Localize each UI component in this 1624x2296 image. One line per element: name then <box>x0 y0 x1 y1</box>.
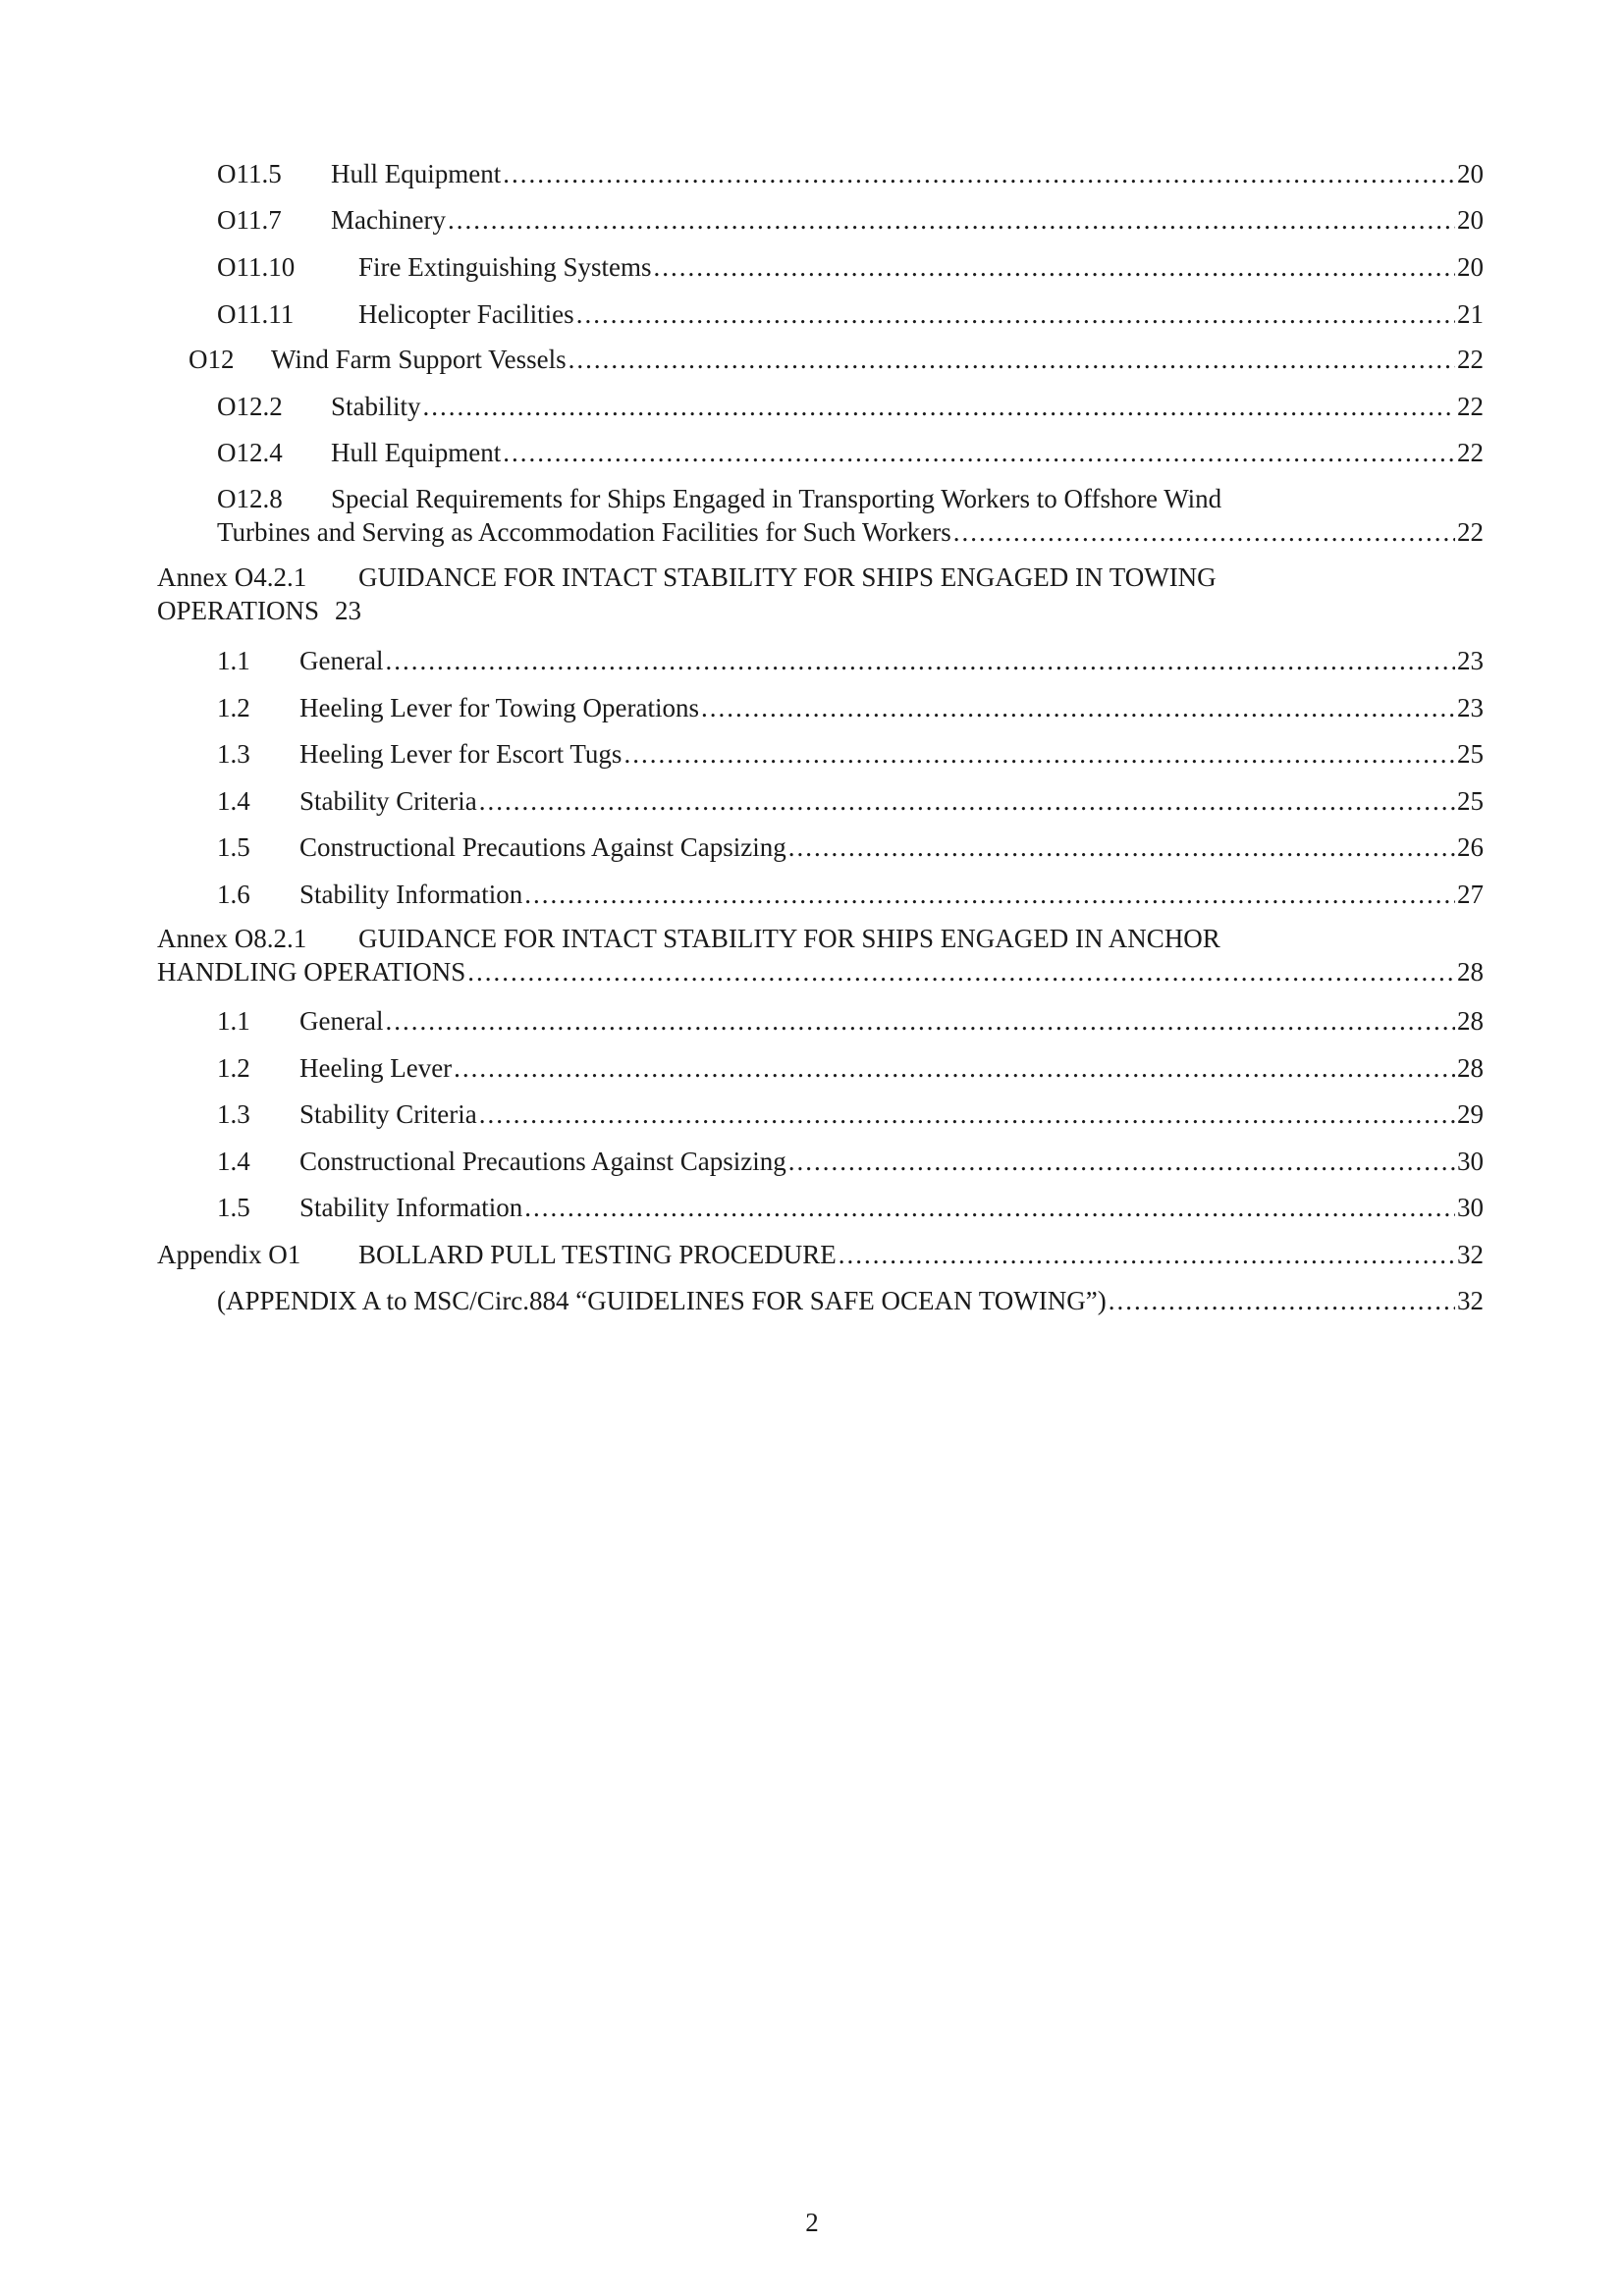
toc-entry-title: Machinery <box>331 205 446 235</box>
toc-entry-title: Stability <box>331 392 421 421</box>
dot-leader <box>654 251 1455 283</box>
toc-entry[interactable] <box>217 785 1484 819</box>
dot-leader <box>448 204 1455 236</box>
toc-entry-number: O11.10 <box>217 252 296 282</box>
toc-entry-title: Heeling Lever <box>299 1053 453 1083</box>
toc-entry-page: 22 <box>1457 438 1484 467</box>
toc-entry[interactable] <box>217 645 1484 678</box>
toc-entry-title: Special Requirements for Ships Engaged in Transporting Workers to Offshore Wind <box>331 484 1222 513</box>
toc-entry-number: Annex O8.2.1 <box>157 924 307 953</box>
toc-entry[interactable] <box>157 561 1484 628</box>
toc-entry-title-continued: Turbines and Serving as Accommodation Facilities for Such Workers <box>217 517 951 547</box>
toc-entry-title: General <box>299 646 384 675</box>
dot-leader <box>479 1098 1455 1130</box>
toc-entry-title: (APPENDIX A to MSC/Circ.884 “GUIDELINES FOR SAFE OCEAN TOWING”) <box>217 1286 1107 1315</box>
toc-entry[interactable] <box>217 391 1484 424</box>
toc-entry-number: O11.7 <box>217 205 282 235</box>
toc-entry-page: 20 <box>1457 252 1484 282</box>
toc-entry-page: 28 <box>1457 957 1484 987</box>
toc-entry-title: Wind Farm Support Vessels <box>271 345 567 374</box>
toc-entry-page: 22 <box>1457 345 1484 374</box>
dot-leader <box>385 1005 1455 1037</box>
dot-leader <box>953 516 1455 548</box>
toc-entry-line1 <box>157 923 1484 956</box>
toc-entry[interactable] <box>217 831 1484 865</box>
toc-entry-page: 27 <box>1457 880 1484 909</box>
toc-entry[interactable] <box>217 1098 1484 1132</box>
dot-leader <box>454 1052 1455 1084</box>
toc-entry-line2 <box>217 516 1484 550</box>
dot-leader <box>788 1146 1455 1177</box>
toc-entry-title: Constructional Precautions Against Capsizing <box>299 1147 786 1176</box>
toc-entry[interactable] <box>217 1146 1484 1179</box>
dot-leader <box>623 738 1455 770</box>
toc-entry-title-continued: OPERATIONS <box>157 596 320 625</box>
toc-entry-title: BOLLARD PULL TESTING PROCEDURE <box>358 1240 837 1269</box>
toc-entry[interactable] <box>217 1052 1484 1086</box>
toc-entry[interactable] <box>217 738 1484 772</box>
toc-entry-page: 20 <box>1457 159 1484 188</box>
toc-entry-line2 <box>157 595 1484 628</box>
toc-entry-number: 1.5 <box>217 1193 250 1222</box>
toc-entry-title: Constructional Precautions Against Capsizing <box>299 832 786 862</box>
toc-entry-line1 <box>217 483 1484 516</box>
toc-entry-title: Helicopter Facilities <box>358 299 574 329</box>
toc-entry-page: 32 <box>1457 1240 1484 1269</box>
toc-entry-number: O12.2 <box>217 392 283 421</box>
toc-entry-number: 1.2 <box>217 693 250 722</box>
toc-entry[interactable] <box>217 158 1484 191</box>
dot-leader <box>524 879 1455 910</box>
dot-leader <box>423 391 1455 422</box>
toc-entry-number: 1.4 <box>217 786 250 816</box>
dot-leader <box>503 158 1455 189</box>
dot-leader <box>568 344 1455 375</box>
toc-entry[interactable] <box>217 483 1484 550</box>
toc-entry-number: O11.11 <box>217 299 295 329</box>
toc-entry-number: O12 <box>189 345 235 374</box>
toc-entry[interactable] <box>217 692 1484 725</box>
toc-entry[interactable] <box>217 204 1484 238</box>
toc-entry-title: Heeling Lever for Escort Tugs <box>299 739 623 769</box>
toc-entry-title: GUIDANCE FOR INTACT STABILITY FOR SHIPS ENGAGED IN TOWING <box>358 562 1217 592</box>
toc-entry-title: Hull Equipment <box>331 438 502 467</box>
dot-leader <box>524 1192 1455 1223</box>
toc-entry[interactable] <box>217 437 1484 470</box>
toc-entry[interactable] <box>217 251 1484 285</box>
toc-entry-number: Annex O4.2.1 <box>157 562 307 592</box>
toc-entry-page: 22 <box>1457 517 1484 547</box>
toc-entry-number: 1.6 <box>217 880 250 909</box>
toc-entry-title: GUIDANCE FOR INTACT STABILITY FOR SHIPS ENGAGED IN ANCHOR <box>358 924 1220 953</box>
page-number: 2 <box>805 2208 819 2237</box>
dot-leader <box>839 1239 1455 1270</box>
toc-entry-line2 <box>157 956 1484 989</box>
dot-leader <box>576 298 1455 330</box>
toc-entry[interactable] <box>217 1192 1484 1225</box>
toc-entry-page: 28 <box>1457 1053 1484 1083</box>
toc-entry-title: Stability Information <box>299 1193 523 1222</box>
toc-entry-number: O12.8 <box>217 484 283 513</box>
toc-entry-page: 32 <box>1457 1286 1484 1315</box>
toc-entry-page: 20 <box>1457 205 1484 235</box>
toc-entry-line1 <box>157 561 1484 595</box>
toc-entry-title: Hull Equipment <box>331 159 502 188</box>
toc-entry-number: 1.1 <box>217 646 250 675</box>
toc-entry-page: 23 <box>335 596 362 625</box>
toc-entry-title-continued: HANDLING OPERATIONS <box>157 957 466 987</box>
toc-entry-title: Heeling Lever for Towing Operations <box>299 693 699 722</box>
toc-entry-number: 1.3 <box>217 1099 250 1129</box>
toc-entry-number: 1.3 <box>217 739 250 769</box>
toc-entry-page: 23 <box>1457 693 1484 722</box>
dot-leader <box>701 692 1455 723</box>
toc-entry-page: 30 <box>1457 1193 1484 1222</box>
toc-entry-title: Stability Criteria <box>299 1099 477 1129</box>
toc-entry-number: 1.2 <box>217 1053 250 1083</box>
toc-entry[interactable] <box>189 344 1484 377</box>
toc-entry[interactable] <box>217 298 1484 332</box>
toc-entry-page: 25 <box>1457 739 1484 769</box>
dot-leader <box>503 437 1455 468</box>
dot-leader <box>479 785 1455 817</box>
toc-entry[interactable] <box>157 1239 1484 1272</box>
toc-entry[interactable] <box>217 1285 1484 1318</box>
toc-entry-title: Stability Criteria <box>299 786 477 816</box>
toc-entry-page: 28 <box>1457 1006 1484 1036</box>
toc-entry-number: Appendix O1 <box>157 1240 301 1269</box>
toc-entry-page: 29 <box>1457 1099 1484 1129</box>
toc-entry-number: 1.1 <box>217 1006 250 1036</box>
dot-leader <box>1109 1285 1455 1316</box>
toc-entry-page: 30 <box>1457 1147 1484 1176</box>
toc-entry-title: Stability Information <box>299 880 523 909</box>
toc-entry-title: General <box>299 1006 384 1036</box>
toc-entry-page: 22 <box>1457 392 1484 421</box>
toc-entry-page: 26 <box>1457 832 1484 862</box>
toc-entry[interactable] <box>217 879 1484 912</box>
dot-leader <box>467 956 1455 988</box>
toc-entry-page: 23 <box>1457 646 1484 675</box>
dot-leader <box>385 645 1455 676</box>
toc-entry-title: Fire Extinguishing Systems <box>358 252 652 282</box>
toc-entry-number: 1.5 <box>217 832 250 862</box>
toc-entry-number: O11.5 <box>217 159 282 188</box>
toc-entry[interactable] <box>217 1005 1484 1039</box>
toc-entry-page: 21 <box>1457 299 1484 329</box>
toc-entry-number: O12.4 <box>217 438 283 467</box>
toc-entry-number: 1.4 <box>217 1147 250 1176</box>
toc-entry[interactable] <box>157 923 1484 989</box>
dot-leader <box>788 831 1455 863</box>
toc-entry-page: 25 <box>1457 786 1484 816</box>
